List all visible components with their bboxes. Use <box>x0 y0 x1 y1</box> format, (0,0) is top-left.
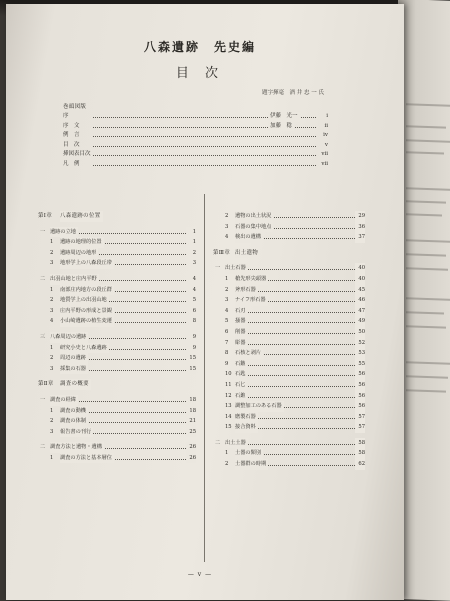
front-matter-row <box>63 141 328 151</box>
leader-dots <box>239 322 355 323</box>
toc-text: 研究小史と八森遺跡 <box>60 343 109 354</box>
toc-number: 1 <box>50 239 54 246</box>
toc-text: 報告書の刊行 <box>60 427 93 438</box>
toc-item <box>213 222 365 233</box>
toc-item <box>213 306 365 317</box>
toc-chapter <box>38 211 196 222</box>
leader-dots <box>93 165 316 166</box>
leader-dots <box>239 333 355 334</box>
toc-text: 調整加工のある石器 <box>235 401 284 412</box>
toc-text: ナイフ形石器 <box>235 295 268 306</box>
toc-page: 6 <box>186 306 196 317</box>
toc-text: 出羽山地と庄内平野 <box>50 274 99 285</box>
toc-number: 10 <box>225 371 232 378</box>
toc-page: 4 <box>186 274 196 285</box>
toc-number: 二 <box>215 439 221 446</box>
front-matter-page: vii <box>321 160 328 167</box>
toc-number: 3 <box>225 297 229 304</box>
toc-text: 採集の石器 <box>60 364 88 375</box>
toc-item <box>213 369 365 380</box>
toc-section <box>38 395 196 406</box>
toc-item <box>213 295 365 306</box>
toc-number: 3 <box>50 307 54 314</box>
front-matter-label: 凡 例 <box>63 160 80 167</box>
toc-number: 1 <box>50 407 54 414</box>
toc-text: 彫器 <box>235 338 247 349</box>
toc-page: 40 <box>355 274 365 285</box>
toc-number: 2 <box>50 249 54 256</box>
toc-number: 3 <box>225 223 229 230</box>
toc-item <box>38 237 196 248</box>
toc-text: 南部庄内地方の段丘群 <box>60 285 114 296</box>
toc-text: 調査の体制 <box>60 416 88 427</box>
toc-page: 37 <box>355 232 365 243</box>
toc-number: 8 <box>225 350 229 357</box>
toc-page: 57 <box>355 412 365 423</box>
toc-text: 遺跡の地理的位置 <box>60 237 104 248</box>
toc-item <box>38 316 196 327</box>
toc-item <box>38 416 196 427</box>
toc-number: 4 <box>225 234 229 241</box>
toc-text: 接合資料 <box>235 422 258 433</box>
toc-text: 削器 <box>235 327 247 338</box>
toc-page: 56 <box>355 369 365 380</box>
toc-page: 9 <box>186 332 196 343</box>
toc-number: 1 <box>225 450 229 457</box>
toc-item <box>213 359 365 370</box>
toc-text: 小山崎遺跡の植生変遷 <box>60 316 114 327</box>
toc-item <box>213 380 365 391</box>
toc-title: 目 次 <box>175 66 225 81</box>
front-matter-label: 例 言 <box>63 132 80 139</box>
toc-page: 2 <box>186 248 196 259</box>
toc-text: 調査の経緯 <box>50 395 78 406</box>
front-matter <box>63 103 328 170</box>
toc-number: 二 <box>40 275 46 282</box>
toc-text: 八森遺跡の位置 <box>60 211 103 222</box>
toc-left-column <box>38 211 196 463</box>
toc-page: 1 <box>186 237 196 248</box>
toc-page: 52 <box>355 338 365 349</box>
leader-dots <box>93 146 316 147</box>
toc-page: 45 <box>355 285 365 296</box>
toc-page: 36 <box>355 222 365 233</box>
front-matter-page: ii <box>324 122 328 129</box>
toc-number: 14 <box>225 413 232 420</box>
front-matter-heading: 巻頭図版 <box>63 104 87 110</box>
book-title: 八森遺跡 先史編 <box>143 40 256 54</box>
column-divider <box>204 194 205 562</box>
leader-dots <box>239 375 355 376</box>
toc-item <box>213 316 365 327</box>
toc-page: 29 <box>355 211 365 222</box>
toc-page: 8 <box>186 316 196 327</box>
toc-number: 5 <box>225 318 229 325</box>
toc-item <box>213 285 365 296</box>
toc-number: 第Ⅱ章 <box>38 381 54 388</box>
toc-text: 石鏃 <box>235 359 247 370</box>
toc-text: 遺跡の立地 <box>50 227 78 238</box>
toc-number: 15 <box>225 424 232 431</box>
toc-page: 3 <box>186 258 196 269</box>
toc-number: 一 <box>40 228 46 235</box>
toc-text: 石器の集中地点 <box>235 222 273 233</box>
toc-text: 石匙 <box>235 369 247 380</box>
toc-page: 46 <box>355 295 365 306</box>
toc-page: 15 <box>186 353 196 364</box>
toc-item <box>38 285 196 296</box>
front-matter-label: 序 文 <box>63 122 80 129</box>
toc-text: 八森周辺の遺跡 <box>50 332 88 343</box>
toc-number: 1 <box>225 275 229 282</box>
toc-number: 2 <box>50 355 54 362</box>
toc-chapter <box>213 248 365 259</box>
toc-text: 石刃 <box>235 306 247 317</box>
toc-number: 二 <box>40 444 46 451</box>
toc-item <box>213 348 365 359</box>
toc-item <box>38 343 196 354</box>
toc-text: 調査の動機 <box>60 406 88 417</box>
toc-item <box>38 406 196 417</box>
toc-number: 12 <box>225 392 232 399</box>
toc-item <box>213 412 365 423</box>
toc-section <box>38 442 196 453</box>
toc-number: 三 <box>40 333 46 340</box>
leader-dots <box>239 312 355 313</box>
toc-page: 1 <box>186 227 196 238</box>
toc-section <box>38 274 196 285</box>
toc-number: 4 <box>225 307 229 314</box>
toc-text: 調査の方法と基本層位 <box>60 453 114 464</box>
toc-number: 2 <box>225 461 229 468</box>
front-matter-label: 目 次 <box>63 141 80 148</box>
toc-item <box>213 448 365 459</box>
front-matter-author: 加藤 稔 <box>268 122 294 132</box>
toc-item <box>213 459 365 470</box>
toc-text: 庄内平野の形成と景観 <box>60 306 114 317</box>
toc-text: 検出の遺構 <box>235 232 263 243</box>
leader-dots <box>93 155 316 156</box>
toc-number: 第Ⅰ章 <box>38 213 53 219</box>
leader-dots <box>93 136 316 137</box>
toc-number: 1 <box>50 454 54 461</box>
toc-page: 25 <box>186 427 196 438</box>
toc-item <box>38 427 196 438</box>
toc-number: 2 <box>50 418 54 425</box>
toc-page: 56 <box>355 380 365 391</box>
toc-page: 62 <box>355 459 365 470</box>
toc-item <box>213 274 365 285</box>
toc-page: 40 <box>355 263 365 274</box>
toc-number: 一 <box>215 265 221 272</box>
toc-page: 58 <box>355 438 365 449</box>
toc-text: 掻器 <box>235 316 247 327</box>
toc-text: 出土石器 <box>225 263 248 274</box>
toc-item <box>38 364 196 375</box>
toc-text: 地質学上の出羽山地 <box>60 295 109 306</box>
toc-section <box>38 332 196 343</box>
toc-item <box>38 353 196 364</box>
toc-page: 18 <box>186 395 196 406</box>
toc-item <box>213 327 365 338</box>
toc-text: 調査方法と遺物・遺構 <box>50 442 104 453</box>
toc-item <box>213 401 365 412</box>
front-matter-author: 伊藤 光一 <box>268 112 300 122</box>
toc-item <box>213 422 365 433</box>
toc-number: 2 <box>225 213 229 219</box>
toc-page: 26 <box>186 453 196 464</box>
toc-item <box>213 338 365 349</box>
front-matter-page: vii <box>321 151 328 158</box>
toc-text: 斧形石器 <box>235 285 258 296</box>
front-matter-row <box>63 122 328 132</box>
leader-dots <box>239 365 355 366</box>
front-matter-label: 挿図表目次 <box>63 151 91 158</box>
toc-item <box>38 248 196 259</box>
toc-page: 55 <box>355 359 365 370</box>
front-matter-row <box>63 112 328 122</box>
toc-item <box>213 211 365 222</box>
toc-item <box>38 295 196 306</box>
leader-dots <box>239 344 355 345</box>
toc-text: 遺跡周辺の地形 <box>60 248 98 259</box>
leader-dots <box>239 397 355 398</box>
toc-number: 1 <box>50 286 54 293</box>
toc-number: 一 <box>40 396 46 403</box>
toc-item <box>38 453 196 464</box>
toc-chapter <box>38 379 196 390</box>
toc-section <box>213 263 365 274</box>
toc-page: 58 <box>355 448 365 459</box>
toc-text: 土器群の時期 <box>235 459 268 470</box>
toc-section <box>38 227 196 238</box>
toc-number: 9 <box>225 360 229 367</box>
toc-page: 57 <box>355 422 365 433</box>
toc-page: 26 <box>186 442 196 453</box>
toc-number: 3 <box>50 365 54 372</box>
toc-number: 第Ⅲ章 <box>213 249 231 256</box>
toc-page: 4 <box>186 285 196 296</box>
toc-item <box>38 258 196 269</box>
toc-number: 13 <box>225 403 232 410</box>
toc-item <box>38 306 196 317</box>
adjacent-page-edge <box>398 0 450 601</box>
toc-number: 3 <box>50 428 54 435</box>
toc-item <box>213 232 365 243</box>
leader-dots <box>229 444 355 445</box>
toc-page: 9 <box>186 343 196 354</box>
toc-page: 18 <box>186 406 196 417</box>
toc-item <box>213 391 365 402</box>
toc-page: 21 <box>186 416 196 427</box>
toc-right-column <box>213 211 365 470</box>
front-matter-page: v <box>324 141 328 148</box>
toc-text: 出土遺物 <box>235 248 260 259</box>
toc-page: 5 <box>186 295 196 306</box>
toc-text: 地形学上の八森段丘帯 <box>60 258 114 269</box>
toc-number: 11 <box>225 381 232 388</box>
toc-number: 7 <box>225 339 229 346</box>
toc-number: 2 <box>225 286 229 293</box>
front-matter-row <box>63 160 328 170</box>
toc-text: 周辺の遺跡 <box>60 353 88 364</box>
toc-page: 49 <box>355 316 365 327</box>
leader-dots <box>229 269 355 270</box>
toc-page: 50 <box>355 327 365 338</box>
front-matter-page: iv <box>323 132 328 139</box>
toc-number: 4 <box>50 318 54 325</box>
toc-text: 出土土器 <box>225 438 248 449</box>
toc-text: 土器の類別 <box>235 448 263 459</box>
toc-page: 53 <box>355 348 365 359</box>
toc-page: 56 <box>355 391 365 402</box>
toc-text: 石核と剥片 <box>235 348 263 359</box>
toc-text: 遺物の出土状況 <box>235 211 273 222</box>
page-number: — v — <box>187 571 213 578</box>
toc-number: 3 <box>50 260 54 267</box>
toc-text: 槍先形尖頭器 <box>235 274 268 285</box>
toc-number: 6 <box>225 328 229 335</box>
toc-page: 56 <box>355 401 365 412</box>
toc-text: 石錐 <box>235 391 247 402</box>
front-matter-page: i <box>326 113 328 119</box>
toc-text: 磨製石器 <box>235 412 258 423</box>
toc-number: 1 <box>50 344 54 351</box>
leader-dots <box>239 386 355 387</box>
toc-page: 47 <box>355 306 365 317</box>
front-matter-row <box>63 131 328 141</box>
toc-text: 調査の概要 <box>60 379 91 390</box>
calligraphy-credit: 題字揮毫 酒 井 忠 一 氏 <box>262 90 324 96</box>
toc-number: 2 <box>50 297 54 304</box>
toc-section <box>213 438 365 449</box>
toc-page: 15 <box>186 364 196 375</box>
front-matter-row <box>63 150 328 160</box>
front-matter-label: 序 <box>63 113 69 119</box>
toc-text: 石匕 <box>235 380 247 391</box>
